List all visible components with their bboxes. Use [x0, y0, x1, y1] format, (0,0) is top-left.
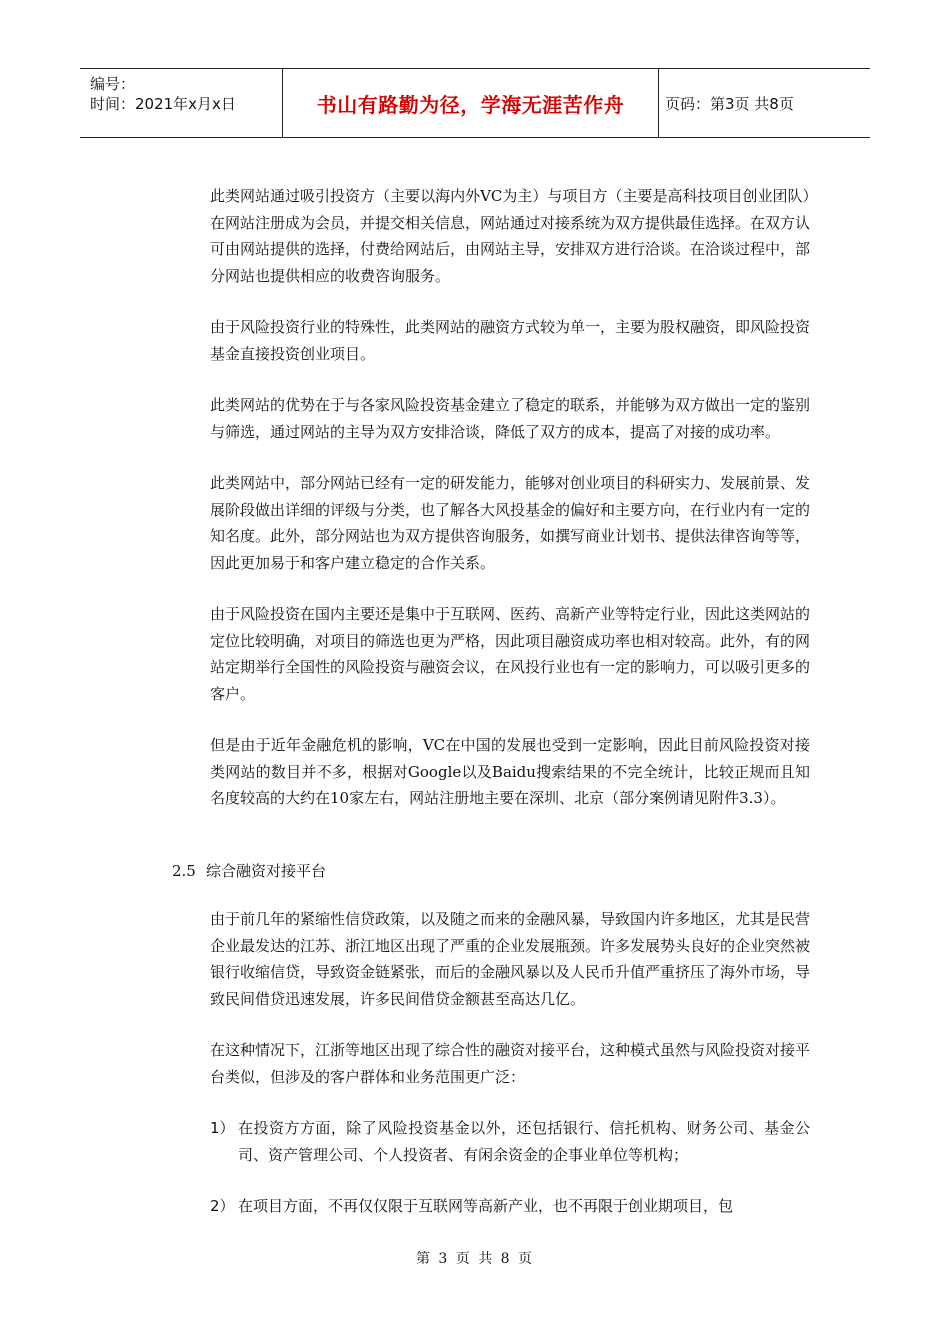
paragraph: 由于风险投资行业的特殊性，此类网站的融资方式较为单一，主要为股权融资，即风险投资基金直接投资创业项目。	[210, 318, 811, 363]
date-label: 时间：2021年x月x日	[90, 95, 236, 113]
header-table	[80, 68, 870, 138]
list-marker: 1）	[210, 1119, 235, 1137]
paragraph: 在这种情况下，江浙等地区出现了综合性的融资对接平台，这种模式虽然与风险投资对接平台类似，但涉及的客户群体和业务范围更广泛：	[210, 1041, 811, 1086]
list-text: 在投资方方面，除了风险投资基金以外，还包括银行、信托机构、财务公司、基金公司、资产管理公司、个人投资者、有闲余资金的企事业单位等机构；	[238, 1119, 810, 1164]
list-marker: 2）	[210, 1197, 235, 1215]
page-code: 页码：第3页 共8页	[665, 94, 794, 113]
page-footer: 第 3 页 共 8 页	[415, 1251, 535, 1267]
section-heading	[172, 860, 326, 881]
header-left-cell	[80, 69, 283, 137]
header-page-cell	[659, 69, 876, 137]
paragraph: 但是由于近年金融危机的影响，VC在中国的发展也受到一定影响，因此目前风险投资对接类网站的数目并不多，根据对Google以及Baidu搜索结果的不完全统计，比较正规而且知名度较高的大约在10家左右，网站注册地主要在深圳、北京（部分案例请见附件3.3）。	[210, 736, 810, 807]
paragraph: 此类网站通过吸引投资方（主要以海内外VC为主）与项目方（主要是高科技项目创业团队）在网站注册成为会员，并提交相关信息，网站通过对接系统为双方提供最佳选择。在双方认可由网站提供的选择，付费给网站后，由网站主导，安排双方进行洽谈。在洽谈过程中，部分网站也提供相应的收费咨询服务。	[210, 187, 811, 285]
body-content	[210, 183, 810, 837]
section-title: 综合融资对接平台	[206, 862, 327, 880]
paragraph: 由于风险投资在国内主要还是集中于互联网、医药、高新产业等特定行业，因此这类网站的定位比较明确，对项目的筛选也更为严格，因此项目融资成功率也相对较高。此外，有的网站定期举行全国性的风险投资与融资会议，在风投行业也有一定的影响力，可以吸引更多的客户。	[210, 605, 811, 703]
section-content	[210, 906, 810, 1245]
motto: 书山有路勤为径，学海无涯苦作舟	[316, 92, 625, 117]
header-motto-cell	[283, 69, 659, 137]
paragraph: 由于前几年的紧缩性信贷政策，以及随之而来的金融风暴，导致国内许多地区，尤其是民营企业最发达的江苏、浙江地区出现了严重的企业发展瓶颈。许多发展势头良好的企业突然被银行收缩信贷，导致资金链紧张，而后的金融风暴以及人民币升值严重挤压了海外市场，导致民间借贷迅速发展，许多民间借贷金额甚至高达几亿。	[210, 910, 811, 1008]
number-label: 编号：	[90, 75, 136, 93]
paragraph: 此类网站的优势在于与各家风险投资基金建立了稳定的联系，并能够为双方做出一定的鉴别与筛选，通过网站的主导为双方安排洽谈，降低了双方的成本，提高了对接的成功率。	[210, 396, 811, 441]
list-item	[210, 1193, 810, 1220]
list-item	[210, 1115, 810, 1168]
list-text: 在项目方面，不再仅仅限于互联网等高新产业，也不再限于创业期项目，包	[238, 1197, 734, 1215]
section-number: 2.5	[172, 862, 196, 880]
paragraph: 此类网站中，部分网站已经有一定的研发能力，能够对创业项目的科研实力、发展前景、发展阶段做出详细的评级与分类，也了解各大风投基金的偏好和主要方向，在行业内有一定的知名度。此外，部分网站也为双方提供咨询服务，如撰写商业计划书、提供法律咨询等等，因此更加易于和客户建立稳定的合作关系。	[210, 474, 811, 572]
